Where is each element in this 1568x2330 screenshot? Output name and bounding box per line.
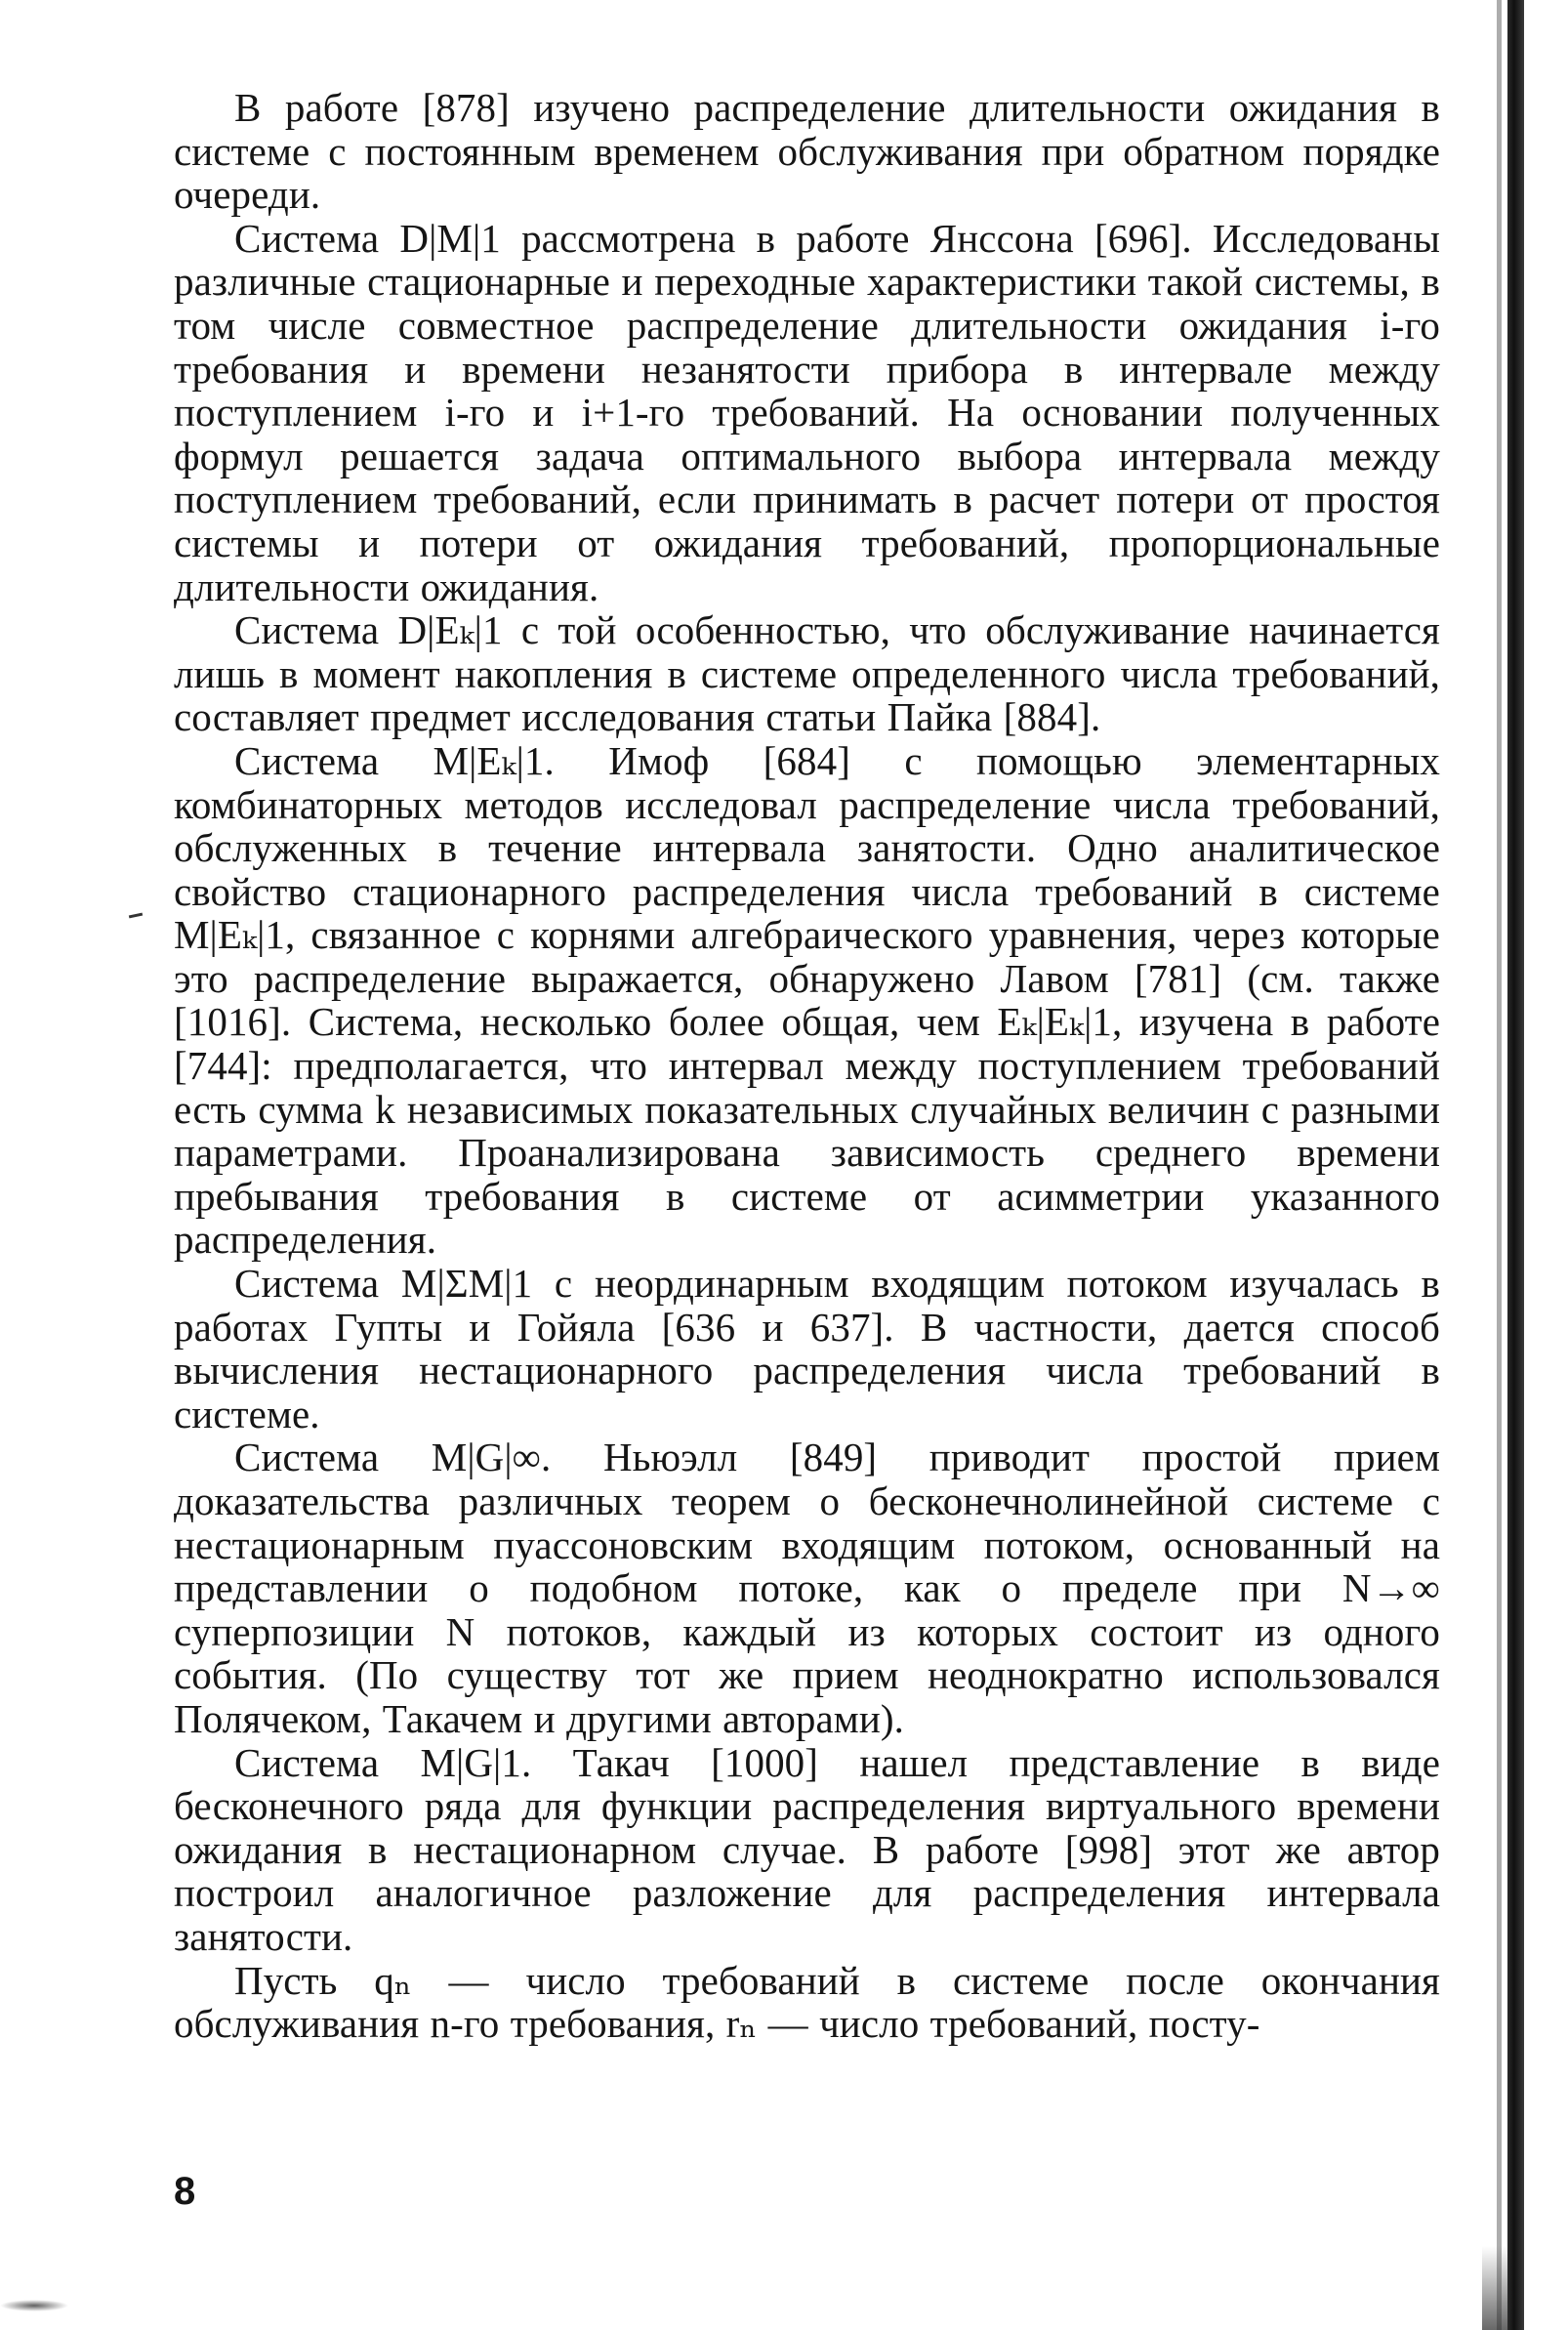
- paragraph-878: В работе [878] изучено распределение длительности ожидания в системе с постоянным временем обслуживания при обратном порядке очереди.: [174, 85, 1440, 218]
- paragraph-m-sigma-m-1: Система M|ΣM|1 с неординарным входящим потоком изучалась в работах Гупты и Гойяла [636 и 637]. В частности, дается способ вычисления нестационарного распределения числа требований в системе.: [174, 1261, 1440, 1436]
- paragraph-d-m-1: Система D|M|1 рассмотрена в работе Янссона [696]. Исследованы различные стационарные и переходные характеристики такой системы, в том числе совместное распределение длительности ожидания i-го требования и времени незанятости прибора в интервале между поступлением i-го и i+1-го требований. На основании полученных формул решается задача оптимального выбора интервала между поступлением требований, если принимать в расчет потери от простоя системы и потери от ожидания требований, пропорциональные длительности ожидания.: [174, 215, 1440, 609]
- page-number: 8: [174, 2170, 196, 2213]
- paragraph-d-ek-1: Система D|Eₖ|1 с той особенностью, что обслуживание начинается лишь в момент накопления в системе определенного числа требований, составляет предмет исследования статьи Пайка [884].: [174, 607, 1440, 740]
- body-text: [174, 86, 1440, 2046]
- binding-edge: [1507, 0, 1524, 2330]
- paragraph-m-g-1: Система M|G|1. Такач [1000] нашел представление в виде бесконечного ряда для функции распределения виртуального времени ожидания в нестационарном случае. В работе [998] этот же автор построил аналогичное разложение для распределения интервала занятости.: [174, 1739, 1440, 1959]
- paragraph-qn-rn: Пусть qₙ — число требований в системе после окончания обслуживания n-го требования, rₙ — число требований, посту-: [174, 1957, 1440, 2047]
- binding-foot-shadow: [1482, 2246, 1507, 2330]
- paragraph-m-g-inf: Система M|G|∞. Ньюэлл [849] приводит простой прием доказательства различных теорем о бесконечнолинейной системе с нестационарным пуассоновским входящим потоком, основанный на представлении о подобном потоке, как о пределе при N→∞ суперпозиции N потоков, каждый из которых состоит из одного события. (По существу тот же прием неоднократно использовался Полячеком, Такачем и другими авторами).: [174, 1435, 1440, 1741]
- corner-smudge: [0, 2300, 68, 2311]
- paragraph-m-ek-1: Система M|Eₖ|1. Имоф [684] с помощью элементарных комбинаторных методов исследовал распределение числа требований, обслуженных в течение интервала занятости. Одно аналитическое свойство стационарного распределения числа требований в системе M|Eₖ|1, связанное с корнями алгебраического уравнения, через которые это распределение выражается, обнаружено Лавом [781] (см. также [1016]. Система, несколько более общая, чем Eₖ|Eₖ|1, изучена в работе [744]: предполагается, что интервал между поступлением требований есть сумма k независимых показательных случайных величин с разными параметрами. Проанализирована зависимость среднего времени пребывания требования в системе от асимметрии указанного распределения.: [174, 737, 1440, 1263]
- stray-mark: [129, 913, 143, 919]
- binding-shadow: [1497, 0, 1502, 2330]
